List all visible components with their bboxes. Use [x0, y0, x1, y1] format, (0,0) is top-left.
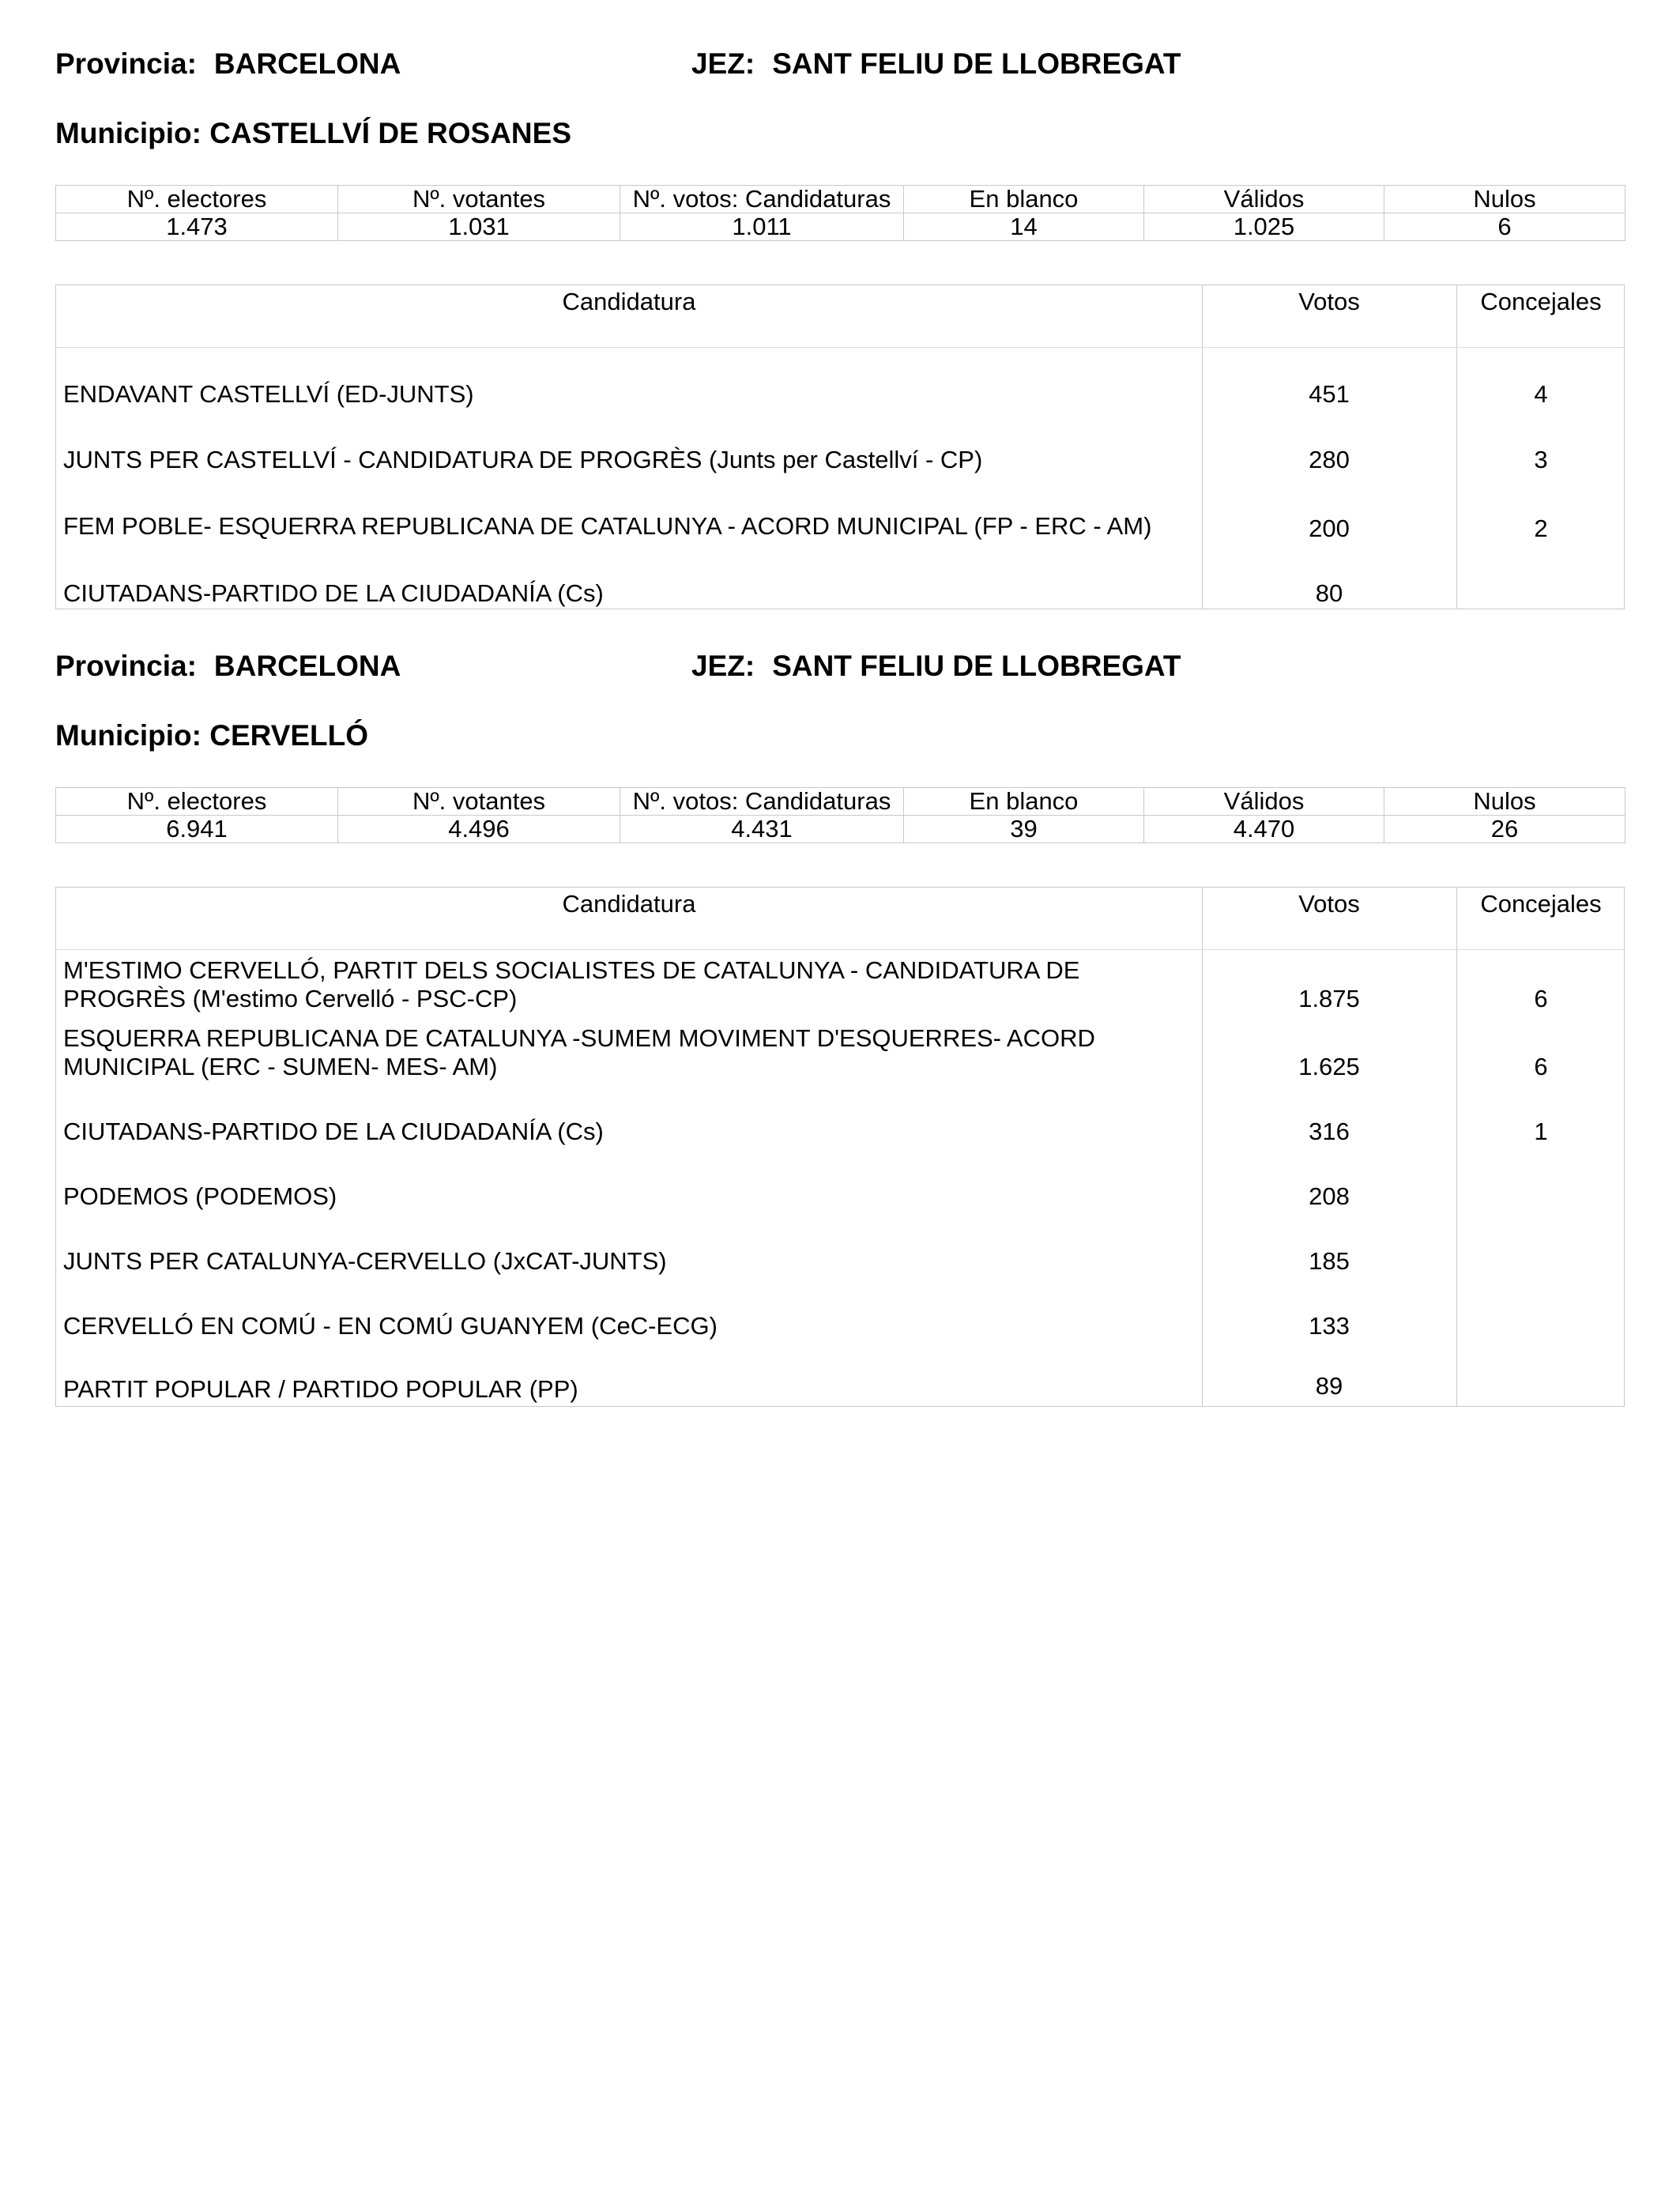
- table-row: [56, 1151, 1624, 1216]
- summary-header-cell: Nº. electores: [56, 186, 338, 213]
- summary-table: [55, 787, 1625, 843]
- summary-value-row: [56, 816, 1625, 843]
- municipio-line: [55, 719, 368, 752]
- provincia-value: BARCELONA: [213, 650, 401, 682]
- candidatura-votos: 133: [1309, 1312, 1350, 1340]
- summary-header-cell: Nº. votantes: [338, 186, 620, 213]
- summary-header-cell: En blanco: [904, 788, 1144, 816]
- candidatura-concejales: 3: [1534, 446, 1548, 473]
- table-row: [56, 1280, 1624, 1345]
- provincia-value: BARCELONA: [213, 47, 401, 80]
- candidaturas-table: [55, 285, 1625, 609]
- candidatura-votos: 80: [1315, 579, 1343, 607]
- summary-header-row: [56, 186, 1625, 213]
- header-concejales: Concejales: [1480, 890, 1602, 918]
- summary-header-cell: Nº. votos: Candidaturas: [620, 186, 904, 213]
- provincia-label: Provincia:: [55, 650, 197, 682]
- header-votos: Votos: [1298, 288, 1360, 315]
- summary-value-cell: 1.025: [1144, 213, 1384, 241]
- candidatura-votos: 1.625: [1298, 1053, 1360, 1080]
- candidatura-name: FEM POBLE- ESQUERRA REPUBLICANA DE CATALUNYA - ACORD MUNICIPAL (FP - ERC - AM): [63, 512, 1152, 540]
- summary-value-cell: 4.496: [338, 816, 620, 843]
- jez-line: [691, 47, 1181, 81]
- summary-table: [55, 185, 1625, 241]
- candidatura-name: M'ESTIMO CERVELLÓ, PARTIT DELS SOCIALISTES DE CATALUNYA - CANDIDATURA DE PROGRÈS (M'estimo Cervelló - PSC-CP): [63, 956, 1080, 1012]
- candidatura-name: JUNTS PER CASTELLVÍ - CANDIDATURA DE PROGRÈS (Junts per Castellví - CP): [63, 446, 983, 473]
- summary-header-cell: En blanco: [904, 186, 1144, 213]
- jez-value: SANT FELIU DE LLOBREGAT: [772, 47, 1181, 80]
- summary-header-cell: Válidos: [1144, 186, 1384, 213]
- municipio-value: CASTELLVÍ DE ROSANES: [209, 117, 571, 149]
- municipio-section: [55, 650, 1625, 1416]
- candidaturas-header-row: [56, 285, 1624, 348]
- summary-value-cell: 1.031: [338, 213, 620, 241]
- candidatura-concejales: 6: [1534, 1053, 1548, 1080]
- table-row: [56, 479, 1624, 548]
- candidatura-name: ENDAVANT CASTELLVÍ (ED-JUNTS): [63, 380, 474, 408]
- summary-value-cell: 14: [904, 213, 1144, 241]
- summary-value-cell: 39: [904, 816, 1144, 843]
- header-candidatura: Candidatura: [562, 288, 696, 315]
- table-row: [56, 413, 1624, 479]
- candidatura-concejales: 4: [1534, 380, 1548, 408]
- table-row: [56, 348, 1624, 413]
- candidatura-votos: 200: [1309, 515, 1350, 542]
- summary-value-cell: 26: [1384, 816, 1625, 843]
- candidaturas-header-row: [56, 888, 1624, 950]
- candidatura-votos: 280: [1309, 446, 1350, 473]
- table-row: [56, 950, 1624, 1018]
- summary-header-row: [56, 788, 1625, 816]
- candidatura-concejales: 2: [1534, 515, 1548, 542]
- summary-value-cell: 6.941: [56, 816, 338, 843]
- table-row: [56, 1086, 1624, 1151]
- candidatura-votos: 451: [1309, 380, 1350, 408]
- jez-label: JEZ:: [691, 47, 755, 80]
- table-row: [56, 1216, 1624, 1280]
- candidatura-votos: 89: [1315, 1372, 1343, 1400]
- municipio-value: CERVELLÓ: [209, 719, 369, 752]
- candidatura-votos: 316: [1309, 1118, 1350, 1145]
- candidatura-name: PARTIT POPULAR / PARTIDO POPULAR (PP): [63, 1375, 578, 1403]
- jez-label: JEZ:: [691, 650, 755, 682]
- header-votos: Votos: [1298, 890, 1360, 918]
- summary-header-cell: Nulos: [1384, 788, 1625, 816]
- summary-value-cell: 4.431: [620, 816, 904, 843]
- summary-header-cell: Nº. electores: [56, 788, 338, 816]
- candidatura-votos: 1.875: [1298, 985, 1360, 1012]
- candidatura-concejales: 1: [1534, 1118, 1548, 1145]
- candidatura-name: CIUTADANS-PARTIDO DE LA CIUDADANÍA (Cs): [63, 579, 604, 607]
- header-candidatura: Candidatura: [562, 890, 696, 918]
- municipio-section: [55, 47, 1625, 616]
- municipio-label: Municipio:: [55, 117, 202, 149]
- summary-value-cell: 4.470: [1144, 816, 1384, 843]
- candidatura-name: ESQUERRA REPUBLICANA DE CATALUNYA -SUMEM MOVIMENT D'ESQUERRES- ACORD MUNICIPAL (ERC - SUMEN- MES- AM): [63, 1024, 1095, 1080]
- table-row: [56, 548, 1624, 613]
- table-row: [56, 1018, 1624, 1086]
- summary-header-cell: Nº. votantes: [338, 788, 620, 816]
- summary-header-cell: Nº. votos: Candidaturas: [620, 788, 904, 816]
- summary-value-cell: 6: [1384, 213, 1625, 241]
- candidatura-concejales: 6: [1534, 985, 1548, 1012]
- candidatura-votos: 185: [1309, 1247, 1350, 1275]
- jez-value: SANT FELIU DE LLOBREGAT: [772, 650, 1181, 682]
- summary-value-cell: 1.011: [620, 213, 904, 241]
- jez-line: [691, 650, 1181, 683]
- candidatura-votos: 208: [1309, 1182, 1350, 1210]
- header-concejales: Concejales: [1480, 288, 1602, 315]
- candidatura-name: PODEMOS (PODEMOS): [63, 1182, 337, 1210]
- candidatura-name: CERVELLÓ EN COMÚ - EN COMÚ GUANYEM (CeC-ECG): [63, 1312, 718, 1340]
- candidaturas-table: [55, 887, 1625, 1407]
- table-row: [56, 1345, 1624, 1407]
- candidatura-name: CIUTADANS-PARTIDO DE LA CIUDADANÍA (Cs): [63, 1118, 604, 1145]
- provincia-line: [55, 47, 401, 81]
- municipio-label: Municipio:: [55, 719, 202, 752]
- municipio-line: [55, 117, 571, 150]
- candidatura-name: JUNTS PER CATALUNYA-CERVELLO (JxCAT-JUNTS): [63, 1247, 667, 1275]
- provincia-line: [55, 650, 401, 683]
- summary-header-cell: Nulos: [1384, 186, 1625, 213]
- provincia-label: Provincia:: [55, 47, 197, 80]
- summary-header-cell: Válidos: [1144, 788, 1384, 816]
- summary-value-row: [56, 213, 1625, 241]
- summary-value-cell: 1.473: [56, 213, 338, 241]
